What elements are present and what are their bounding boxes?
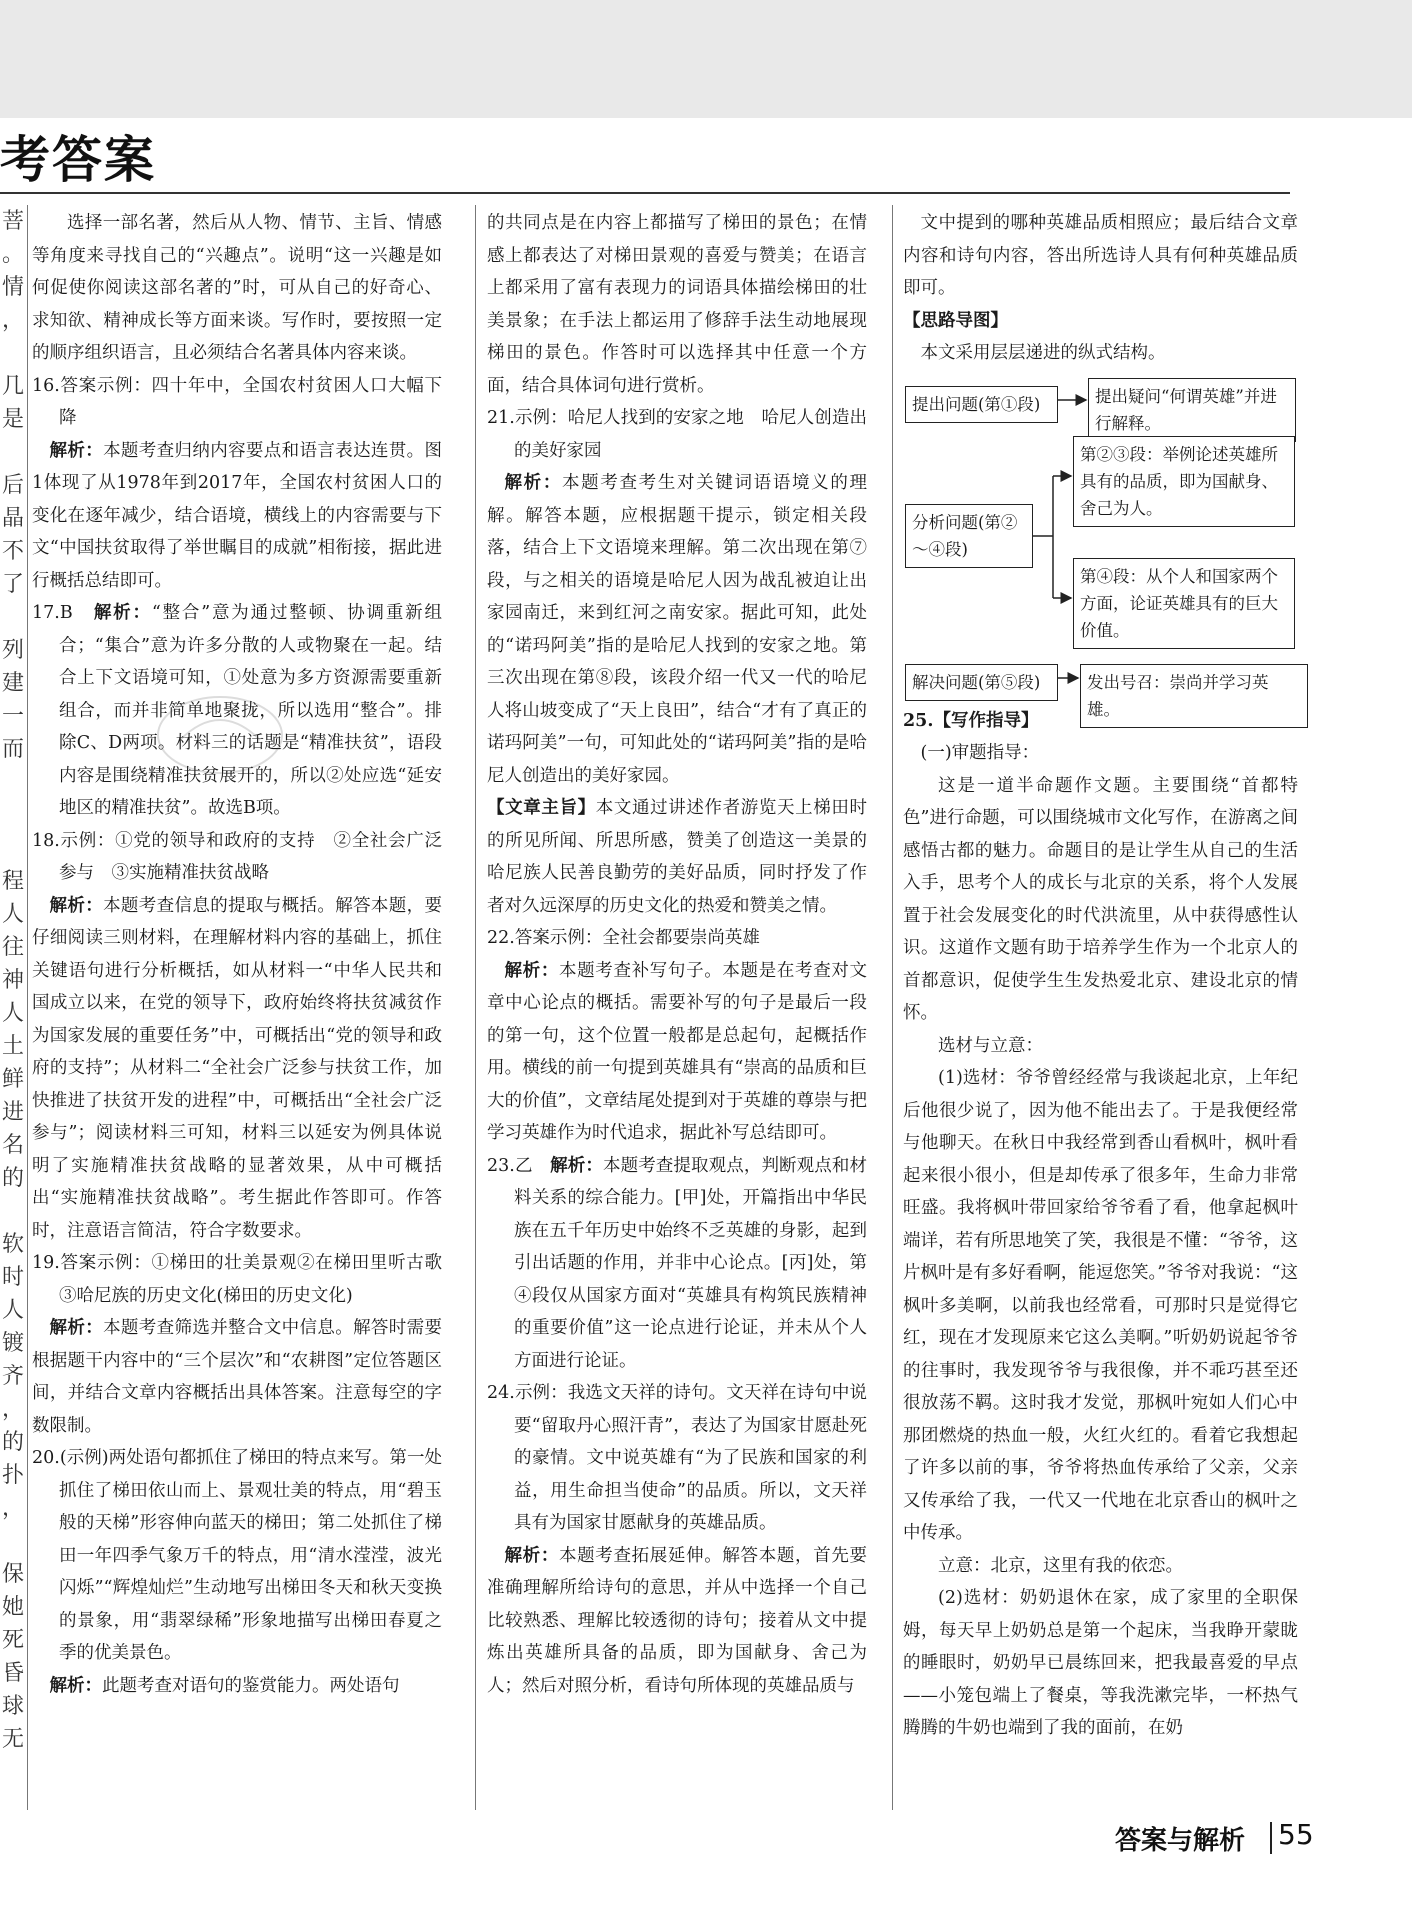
column-2 (487, 207, 867, 1702)
q25-heading: 25.【写作指导】 (903, 710, 1039, 731)
q18-answer: 18.示例：①党的领导和政府的支持 ②全社会广泛参与 ③实施精准扶贫战略 (32, 830, 442, 883)
box-solve-detail: 发出号召：崇尚并学习英雄。 (1080, 664, 1308, 728)
q19-answer: 19.答案示例：①梯田的壮美景观②在梯田里听古歌③哈尼族的历史文化(梯田的历史文化) (32, 1253, 442, 1306)
left-edge-char: 昏 (2, 1661, 25, 1686)
stamp-arc (180, 720, 260, 740)
column-divider (892, 205, 893, 1810)
left-edge-char: 情 (2, 275, 25, 300)
left-edge-char: 神 (2, 968, 25, 993)
left-edge-char: 几 (2, 374, 25, 399)
left-edge-char: 的 (2, 1430, 25, 1455)
left-edge-char: 人 (2, 1298, 25, 1323)
left-edge-char: 人 (2, 902, 25, 927)
left-edge-char (2, 436, 22, 469)
left-edge-char (2, 766, 22, 799)
left-edge-char: 菩 (2, 209, 25, 234)
left-edge-char: 死 (2, 1628, 25, 1653)
left-edge-char (2, 1525, 22, 1558)
left-edge-char: 是 (2, 407, 25, 432)
q25-section-1: (一)审题指导： (920, 743, 1040, 763)
column-1 (32, 207, 442, 1702)
q20-answer: 20.(示例)两处语句都抓住了梯田的特点来写。第一处抓住了梯田依山而上、景观壮美的特点，用“碧玉般的天梯”形容伸向蓝天的梯田；第二处抓住了梯田一年四季气象万千的特点，用“清水滢滢，波光闪烁”“辉煌灿烂”生动地写出梯田冬天和秋天变换的景象，用“翡翠绿稀”形象地描写出梯田春夏之季的优美景色。 (32, 1448, 442, 1663)
left-edge-char: 齐 (2, 1364, 25, 1389)
box-analyze-detail-1: 第②③段：举例论述英雄所具有的品质，即为国献身、舍己为人。 (1073, 436, 1295, 527)
q20-explanation: 解析：此题考查对语句的鉴赏能力。两处语句 (49, 1675, 400, 1696)
left-edge-char: ， (2, 1496, 25, 1521)
stamp-ring (158, 697, 282, 773)
q15-continuation: 选择一部名著，然后从人物、情节、主旨、情感等角度来寻找自己的“兴趣点”。说明“这一兴趣是如何促使你阅读这部名著的”时，可从自己的好奇心、求知欲、精神成长等方面来谈。写作时，要按照一定的顺序组织语言，且必须结合名著具体内容来谈。 (32, 213, 442, 363)
left-edge-char: 程 (2, 869, 25, 894)
left-edge-char: 球 (2, 1694, 25, 1719)
header-rule (0, 192, 1290, 194)
q23-answer: 23.乙 解析：本题考查提取观点，判断观点和材料关系的综合能力。[甲]处，开篇指出中华民族在五千年历史中始终不乏英雄的身影，起到引出话题的作用，并非中心论点。[丙]处，第④段仅从国家方面对“英雄具有构筑民族精神的重要价值”这一论点进行论证，并未从个人方面进行论证。 (487, 1155, 867, 1371)
q22-explanation: 解析：本题考查补写句子。本题是在考查对文章中心论点的概括。需要补写的句子是最后一段的第一句，这个位置一般都是总起句，起概括作用。横线的前一句提到英雄具有“崇高的品质和巨大的价值”，文章结尾处提到对于英雄的尊崇与把学习英雄作为时代追求，据此补写总结即可。 (487, 960, 868, 1143)
left-edge-char: 不 (2, 539, 25, 564)
q24-answer: 24.示例：我选文天祥的诗句。文天祥在诗句中说要“留取丹心照汗青”，表达了为国家甘愿赴死的豪情。文中说英雄有“为了民族和国家的利益，用生命担当使命”的品质。所以，文天祥具有为国家甘愿献身的英雄品质。 (487, 1383, 867, 1533)
q21-explanation: 解析：本题考查考生对关键词语语境义的理解。解答本题，应根据题干提示，锁定相关段落，结合上下文语境来理解。第二次出现在第⑦段，与之相关的语境是哈尼人因为战乱被迫让出家园南迁，来到红河之南安家。据此可知，此处的“诺玛阿美”指的是哈尼人找到的安家之地。第三次出现在第⑧段，该段介绍一代又一代的哈尼人将山坡变成了“天上良田”，结合“才有了真正的诺玛阿美”一句，可知此处的“诺玛阿美”指的是哈尼人创造出的美好家园。 (487, 473, 867, 786)
q25-section-2: 选材与立意： (938, 1035, 1043, 1056)
left-edge-char: 往 (2, 935, 25, 960)
left-edge-char: 她 (2, 1595, 25, 1620)
q25-paragraph-2: (1)选材：爷爷曾经经常与我谈起北京，上年纪后他很少说了，因为他不能出去了。于是我便经常与他聊天。在秋日中我经常到香山看枫叶，枫叶看起来很小很小，但是却传承了很多年，生命力非常旺盛。我将枫叶带回家给爷爷看了看，他拿起枫叶端详，若有所思地笑了笑，我很是不懂：“爷爷，这片枫叶是有多好看啊，能逗您笑。”爷爷对我说：“这枫叶多美啊，以前我也经常看，可那时只是觉得它红，现在才发现原来它这么美啊。”听奶奶说起爷爷的往事时，我发现爷爷与我很像，并不乖巧甚至还很放荡不羁。这时我才发觉，那枫叶宛如人们心中那团燃烧的热血一般，火红火红的。看着它我想起了许多以前的事，爷爷将热血传承给了父亲，父亲又传承给了我，一代又一代地在北京香山的枫叶之中传承。 (903, 1068, 1298, 1543)
left-edge-char: 晶 (2, 506, 25, 531)
q18-explanation: 解析：本题考查信息的提取与概括。解答本题，要仔细阅读三则材料，在理解材料内容的基础上，抓住关键语句进行分析概括，如从材料一“中华人民共和国成立以来，在党的领导下，政府始终将扶贫减贫作为国家发展的重要任务”中，可概括出“党的领导和政府的支持”；从材料二“全社会广泛参与扶贫工作，加快推进了扶贫开发的进程”中，可概括出“全社会广泛参与”；阅读材料三可知，材料三以延安为例具体说明了实施精准扶贫战略的显著效果，从中可概括出“实施精准扶贫战略”。考生据此作答即可。作答时，注意语言简洁，符合字数要求。 (32, 895, 443, 1241)
left-edge-char: 人 (2, 1001, 25, 1026)
left-edge-char: 镀 (2, 1331, 25, 1356)
box-solve-question: 解决问题(第⑤段) (905, 664, 1058, 701)
left-edge-char: 进 (2, 1100, 25, 1125)
mind-map (903, 376, 1313, 719)
q19-explanation: 解析：本题考查筛选并整合文中信息。解答时需要根据题干内容中的“三个层次”和“农耕图”定位答题区间，并结合文章内容概括出具体答案。注意每空的字数限制。 (32, 1318, 443, 1436)
mindmap-heading: 【思路导图】 (903, 310, 1008, 331)
q24-continuation: 文中提到的哪种英雄品质相照应；最后结合文章内容和诗句内容，答出所选诗人具有何种英雄品质即可。 (903, 213, 1298, 298)
left-edge-char: 时 (2, 1265, 25, 1290)
left-edge-char: 而 (2, 737, 25, 762)
left-edge-char: ， (2, 1397, 25, 1422)
column-divider (27, 205, 28, 1810)
left-edge-char (2, 337, 22, 370)
footer-separator (1270, 1822, 1272, 1854)
left-edge-char: 名 (2, 1133, 25, 1158)
top-band (0, 0, 1412, 118)
page-number: 55 (1278, 1818, 1314, 1851)
left-edge-char: 了 (2, 572, 25, 597)
left-edge-char: 。 (2, 242, 25, 267)
left-edge-char (2, 832, 22, 865)
box-raise-question-detail: 提出疑问“何谓英雄”并进行解释。 (1088, 378, 1296, 442)
left-edge-char: 列 (2, 638, 25, 663)
column-divider (475, 205, 476, 1810)
left-edge-char: 建 (2, 671, 25, 696)
left-edge-char: 后 (2, 473, 25, 498)
mindmap-intro: 本文采用层层递进的纵式结构。 (920, 343, 1166, 363)
column-3 (903, 207, 1298, 1745)
left-edge-char (2, 1195, 22, 1228)
left-edge-char: 软 (2, 1232, 25, 1257)
page-title: 考答案 (0, 131, 156, 189)
q20-continuation: 的共同点是在内容上都描写了梯田的景色；在情感上都表达了对梯田景观的喜爱与赞美；在语言上都采用了富有表现力的词语具体描绘梯田的壮美景象；在手法上都运用了修辞手法生动地展现梯田的景色。作答时可以选择其中任意一个方面，结合具体词句进行赏析。 (487, 213, 867, 396)
q16-answer: 16.答案示例：四十年中，全国农村贫困人口大幅下降 (32, 375, 442, 428)
q22-answer: 22.答案示例：全社会都要崇尚英雄 (487, 928, 760, 948)
q25-paragraph-1: 这是一道半命题作文题。主要围绕“首都特色”进行命题，可以围绕城市文化写作，在游离之间感悟古都的魅力。命题目的是让学生从自己的生活入手，思考个人的成长与北京的关系，将个人发展置于社会发展变化的时代洪流里，从中获得感性认识。这道作文题有助于培养学生作为一个北京人的首都意识，促使学生生发热爱北京、建设北京的情怀。 (903, 775, 1298, 1023)
footer-title: 答案与解析 (1115, 1826, 1246, 1856)
q16-explanation: 解析：本题考查归纳内容要点和语言表达连贯。图1体现了从1978年到2017年，全国农村贫困人口的变化在逐年减少，结合语境，横线上的内容需要与下文“中国扶贫取得了举世瞩目的成就”相衔接，据此进行概括总结即可。 (32, 440, 443, 591)
box-analyze-question: 分析问题(第②～④段) (905, 504, 1033, 568)
box-raise-question: 提出问题(第①段) (905, 386, 1058, 423)
watermark-stamp (150, 690, 290, 780)
left-edge-char: 无 (2, 1727, 25, 1752)
article-theme: 【文章主旨】本文通过讲述作者游览天上梯田时的所见所闻、所思所感，赞美了创造这一美景的哈尼族人民善良勤劳的美好品质，同时抒发了作者对久远深厚的历史文化的热爱和赞美之情。 (487, 798, 867, 916)
q25-paragraph-4: (2)选材：奶奶退休在家，成了家里的全职保姆，每天早上奶奶总是第一个起床，当我睁开蒙眬的睡眼时，奶奶早已晨练回来，把我最喜爱的早点——小笼包端上了餐桌，等我洗漱完毕，一杯热气腾腾的牛奶也端到了我的面前，在奶 (903, 1588, 1298, 1738)
left-edge-char: 扑 (2, 1463, 25, 1488)
left-edge-char (2, 799, 22, 832)
q25-paragraph-3: 立意：北京，这里有我的依恋。 (938, 1555, 1183, 1576)
left-edge-char: 保 (2, 1562, 25, 1587)
left-edge-char: 的 (2, 1166, 25, 1191)
left-edge-char (2, 601, 22, 634)
left-edge-char: 鲜 (2, 1067, 25, 1092)
q21-answer: 21.示例：哈尼人找到的安家之地 哈尼人创造出的美好家园 (487, 408, 867, 461)
q17-answer: 17.B 解析：“整合”意为通过整顿、协调重新组合；“集合”意为许多分散的人或物聚在一起。结合上下文语境可知，①处意为多方资源需要重新组合，而并非简单地聚拢，所以选用“整合”。排除C、D两项。材料三的话题是“精准扶贫”，语段内容是围绕精准扶贫展开的，所以②处应选“延安地区的精准扶贫”。故选B项。 (32, 603, 442, 818)
box-analyze-detail-2: 第④段：从个人和国家两个方面，论证英雄具有的巨大价值。 (1073, 558, 1295, 649)
left-edge-char: 土 (2, 1034, 25, 1059)
left-edge-text (2, 205, 25, 1756)
q24-explanation: 解析：本题考查拓展延伸。解答本题，首先要准确理解所给诗句的意思，并从中选择一个自己比较熟悉、理解比较透彻的诗句；接着从文中提炼出英雄所具备的品质，即为国献身、舍己为人；然后对照分析，看诗句所体现的英雄品质与 (487, 1545, 868, 1696)
left-edge-char: 一 (2, 704, 25, 729)
left-edge-char: ， (2, 308, 25, 333)
